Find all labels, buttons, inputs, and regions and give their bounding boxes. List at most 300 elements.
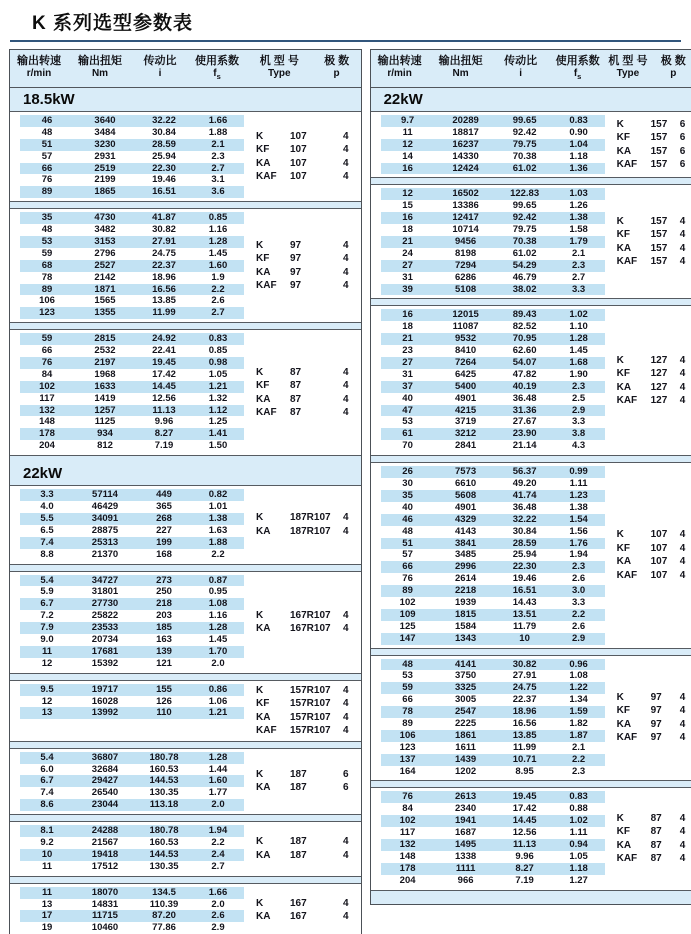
type-poles: 4 xyxy=(679,853,686,865)
cell-speed: 66 xyxy=(402,694,413,706)
cell-ratio: 47.82 xyxy=(512,368,537,380)
table-row xyxy=(381,863,605,875)
cell-ratio: 16.56 xyxy=(152,283,176,295)
cell-ratio: 12.56 xyxy=(152,392,176,404)
cell-speed: 12 xyxy=(41,695,53,707)
cell-service-factor: 1.34 xyxy=(569,694,588,706)
type-prefix: KAF xyxy=(616,569,638,581)
type-poles: 4 xyxy=(343,725,349,737)
cell-speed: 17 xyxy=(41,910,53,922)
cell-service-factor: 1.87 xyxy=(569,729,588,741)
table-row xyxy=(381,248,605,260)
type-poles: 4 xyxy=(679,256,686,268)
table-row xyxy=(20,910,244,922)
type-prefix: KA xyxy=(616,381,632,393)
type-prefix: KF xyxy=(616,132,630,144)
cell-service-factor: 1.21 xyxy=(208,380,228,392)
cell-torque: 25822 xyxy=(91,610,119,622)
cell-service-factor: 2.2 xyxy=(211,283,225,295)
block-rows xyxy=(10,575,244,670)
cell-service-factor: 1.38 xyxy=(569,212,588,224)
cell-torque: 2996 xyxy=(455,561,477,573)
cell-speed: 51 xyxy=(41,138,53,150)
cell-torque: 13386 xyxy=(452,200,479,212)
cell-torque: 31801 xyxy=(91,586,119,598)
type-row xyxy=(617,255,686,269)
cell-torque: 21567 xyxy=(91,836,119,848)
type-row xyxy=(617,158,686,172)
header-col-4 xyxy=(246,55,313,83)
cell-speed: 12 xyxy=(402,138,413,150)
table-row xyxy=(20,586,244,598)
cell-torque: 4215 xyxy=(455,404,477,416)
cell-service-factor: 1.60 xyxy=(208,775,228,787)
type-poles: 6 xyxy=(343,782,349,794)
type-prefix: KF xyxy=(256,253,270,265)
table-row xyxy=(381,803,605,815)
cell-service-factor: 2.6 xyxy=(571,573,586,585)
cell-torque: 21370 xyxy=(91,548,119,560)
cell-torque: 24288 xyxy=(91,825,119,837)
cell-torque: 5608 xyxy=(455,489,477,501)
cell-speed: 57 xyxy=(402,549,413,561)
type-row xyxy=(617,569,686,583)
table-row xyxy=(381,284,605,296)
type-row xyxy=(256,897,349,911)
cell-ratio: 14.43 xyxy=(512,596,537,608)
cell-ratio: 110.39 xyxy=(149,898,179,910)
type-row xyxy=(617,131,686,145)
cell-ratio: 7.19 xyxy=(154,440,174,452)
data-block xyxy=(371,305,691,456)
type-prefix: K xyxy=(256,512,264,524)
type-list xyxy=(244,489,361,560)
table-row xyxy=(381,827,605,839)
table-row xyxy=(381,236,605,248)
cell-service-factor: 1.25 xyxy=(208,416,228,428)
cell-ratio: 10 xyxy=(519,632,530,644)
cell-service-factor: 1.08 xyxy=(569,670,588,682)
type-poles: 4 xyxy=(679,705,686,717)
cell-service-factor: 1.66 xyxy=(208,886,228,898)
table-row xyxy=(20,236,244,248)
cell-speed: 59 xyxy=(402,682,413,694)
type-poles: 4 xyxy=(343,623,349,635)
type-prefix: KAF xyxy=(616,853,638,865)
type-poles: 4 xyxy=(343,836,349,848)
cell-ratio: 11.99 xyxy=(512,741,537,753)
type-list xyxy=(605,466,691,644)
cell-torque: 16237 xyxy=(452,138,479,150)
cell-service-factor: 0.85 xyxy=(208,212,228,224)
cell-speed: 84 xyxy=(402,803,413,815)
cell-service-factor: 1.03 xyxy=(569,188,588,200)
cell-torque: 3484 xyxy=(94,126,116,138)
header-label-zh: 输出转速 xyxy=(17,55,61,67)
type-poles: 6 xyxy=(679,159,686,171)
type-poles: 4 xyxy=(679,569,686,581)
cell-speed: 6.7 xyxy=(40,598,54,610)
type-row xyxy=(256,525,349,539)
cell-service-factor: 1.11 xyxy=(569,478,588,490)
cell-speed: 148 xyxy=(399,850,416,862)
type-row xyxy=(256,239,349,253)
type-prefix: K xyxy=(616,215,624,227)
type-poles: 6 xyxy=(343,768,349,780)
type-row xyxy=(617,215,686,229)
type-row xyxy=(256,724,349,738)
type-model: 87 xyxy=(290,380,302,392)
table-row xyxy=(381,393,605,405)
type-prefix: KA xyxy=(256,393,271,405)
table-row xyxy=(381,839,605,851)
table-row xyxy=(381,440,605,452)
table-row xyxy=(381,490,605,502)
table-row xyxy=(381,730,605,742)
table-row xyxy=(381,345,605,357)
table-row xyxy=(20,186,244,198)
cell-speed: 40 xyxy=(402,392,413,404)
cell-speed: 8.8 xyxy=(40,548,54,560)
type-prefix: KF xyxy=(256,698,270,710)
cell-torque: 15392 xyxy=(91,657,119,669)
cell-torque: 7573 xyxy=(455,466,477,478)
cell-speed: 6.0 xyxy=(40,763,54,775)
table-row xyxy=(20,115,244,127)
header-label-en: p xyxy=(670,68,677,79)
type-poles: 4 xyxy=(343,280,349,292)
cell-speed: 102 xyxy=(399,596,416,608)
type-model: 157 xyxy=(650,229,668,241)
header-label-zh: 输出扭矩 xyxy=(78,55,122,67)
cell-torque: 2613 xyxy=(455,791,477,803)
cell-service-factor: 0.94 xyxy=(569,838,588,850)
table-row xyxy=(20,622,244,634)
cell-service-factor: 2.9 xyxy=(571,632,586,644)
table-row xyxy=(381,791,605,803)
cell-torque: 1125 xyxy=(94,416,116,428)
table-row xyxy=(20,284,244,296)
type-list xyxy=(605,791,691,886)
table-row xyxy=(381,875,605,887)
table-row xyxy=(20,598,244,610)
cell-service-factor: 1.28 xyxy=(208,622,228,634)
type-list xyxy=(605,115,691,174)
type-poles: 4 xyxy=(679,691,686,703)
data-block xyxy=(10,821,361,877)
cell-speed: 76 xyxy=(402,791,413,803)
cell-service-factor: 2.3 xyxy=(571,561,586,573)
type-model: 127 xyxy=(650,381,668,393)
cell-torque: 23044 xyxy=(91,799,119,811)
data-block xyxy=(371,111,691,178)
block-rows xyxy=(10,333,244,452)
type-model: 97 xyxy=(650,718,662,730)
cell-service-factor: 1.60 xyxy=(208,259,228,271)
cell-torque: 3153 xyxy=(94,236,116,248)
cell-speed: 48 xyxy=(402,658,413,670)
cell-service-factor: 1.45 xyxy=(569,345,588,357)
type-model: 97 xyxy=(650,691,662,703)
cell-service-factor: 1.22 xyxy=(569,682,588,694)
type-poles: 4 xyxy=(343,266,349,278)
table-row xyxy=(20,272,244,284)
cell-ratio: 199 xyxy=(156,536,172,548)
cell-service-factor: 1.45 xyxy=(208,633,228,645)
table-row xyxy=(20,489,244,501)
table-row xyxy=(381,561,605,573)
cell-speed: 5.4 xyxy=(40,751,54,763)
cell-ratio: 92.42 xyxy=(512,126,537,138)
type-poles: 4 xyxy=(679,732,686,744)
type-prefix: KA xyxy=(616,839,632,851)
cell-ratio: 218 xyxy=(156,598,172,610)
cell-ratio: 180.78 xyxy=(149,751,179,763)
type-row xyxy=(256,711,349,725)
cell-ratio: 79.75 xyxy=(512,224,537,236)
header-label-en: $f_s$ xyxy=(213,68,221,81)
type-prefix: K xyxy=(616,812,624,824)
table-row xyxy=(381,188,605,200)
cell-torque: 1565 xyxy=(94,295,116,307)
cell-service-factor: 1.77 xyxy=(208,787,228,799)
cell-service-factor: 0.82 xyxy=(208,489,228,501)
type-prefix: KAF xyxy=(256,407,277,419)
type-poles: 4 xyxy=(343,698,349,710)
cell-torque: 1419 xyxy=(94,392,116,404)
cell-torque: 1343 xyxy=(455,632,477,644)
type-prefix: K xyxy=(256,130,264,142)
cell-torque: 25313 xyxy=(91,536,119,548)
cell-speed: 16 xyxy=(402,212,413,224)
cell-torque: 16502 xyxy=(452,188,479,200)
type-list xyxy=(244,333,361,452)
cell-service-factor: 0.83 xyxy=(569,791,588,803)
cell-service-factor: 1.82 xyxy=(569,717,588,729)
cell-speed: 31 xyxy=(402,368,413,380)
table-row xyxy=(20,139,244,151)
cell-ratio: 14.45 xyxy=(152,380,176,392)
table-row xyxy=(20,707,244,719)
cell-service-factor: 2.7 xyxy=(211,860,225,872)
block-rows xyxy=(10,887,244,934)
type-row xyxy=(617,691,686,705)
cell-torque: 5108 xyxy=(455,283,477,295)
type-model: 107 xyxy=(290,130,307,142)
header-label-zh: 传动比 xyxy=(143,55,177,67)
table-row xyxy=(20,393,244,405)
cell-ratio: 99.65 xyxy=(512,115,537,126)
cell-ratio: 130.35 xyxy=(149,787,179,799)
table-row xyxy=(20,212,244,224)
cell-service-factor: 1.41 xyxy=(208,428,228,440)
type-list xyxy=(244,575,361,670)
cell-ratio: 227 xyxy=(156,524,172,536)
cell-torque: 4730 xyxy=(94,212,116,224)
table-row xyxy=(381,416,605,428)
cell-ratio: 46.79 xyxy=(512,271,537,283)
type-list xyxy=(244,887,361,934)
type-list xyxy=(605,188,691,295)
cell-speed: 27 xyxy=(402,357,413,369)
cell-torque: 12417 xyxy=(452,212,479,224)
cell-speed: 102 xyxy=(399,815,416,827)
type-poles: 4 xyxy=(679,839,686,851)
cell-service-factor: 1.94 xyxy=(569,549,588,561)
section-power-label: 22kW xyxy=(383,91,423,108)
type-model: 167R107 xyxy=(290,623,331,635)
cell-speed: 66 xyxy=(41,162,53,174)
table-row xyxy=(20,357,244,369)
cell-torque: 2218 xyxy=(455,585,477,597)
block-rows xyxy=(371,466,605,644)
table-row xyxy=(381,526,605,538)
cell-torque: 28875 xyxy=(91,524,119,536)
cell-speed: 78 xyxy=(41,271,53,283)
type-model: 187R107 xyxy=(290,512,331,524)
type-row xyxy=(256,366,349,380)
type-prefix: KF xyxy=(616,368,630,380)
block-rows xyxy=(371,188,605,295)
header-label-zh: 机 型 号 xyxy=(259,55,299,67)
type-row xyxy=(256,279,349,293)
header-col-4 xyxy=(607,55,650,83)
cell-service-factor: 2.7 xyxy=(211,162,225,174)
cell-speed: 89 xyxy=(402,717,413,729)
type-row xyxy=(617,528,686,542)
cell-service-factor: 1.79 xyxy=(569,236,588,248)
table-columns xyxy=(9,49,686,934)
type-model: 127 xyxy=(650,395,668,407)
header-col-2 xyxy=(132,55,188,83)
table-row xyxy=(381,163,605,175)
table-row xyxy=(381,321,605,333)
cell-ratio: 10.71 xyxy=(512,753,537,765)
cell-ratio: 79.75 xyxy=(512,138,537,150)
type-prefix: KF xyxy=(616,229,630,241)
cell-service-factor: 2.4 xyxy=(211,848,225,860)
type-model: 97 xyxy=(650,705,662,717)
header-label-zh: 输出转速 xyxy=(377,55,422,67)
cell-service-factor: 0.99 xyxy=(569,466,588,478)
cell-ratio: 19.46 xyxy=(512,573,537,585)
type-poles: 4 xyxy=(679,381,686,393)
cell-torque: 19418 xyxy=(91,848,119,860)
cell-torque: 2815 xyxy=(94,333,116,345)
type-prefix: KA xyxy=(256,711,271,723)
cell-speed: 59 xyxy=(41,247,53,259)
type-model: 187R107 xyxy=(290,525,331,537)
table-row xyxy=(381,609,605,621)
cell-ratio: 11.79 xyxy=(512,620,537,632)
cell-ratio: 54.07 xyxy=(512,357,537,369)
header-label-sub: s xyxy=(577,72,582,81)
table-row xyxy=(381,115,605,127)
cell-service-factor: 2.5 xyxy=(571,392,586,404)
cell-speed: 7.2 xyxy=(40,610,54,622)
cell-speed: 21 xyxy=(402,333,413,345)
cell-service-factor: 1.23 xyxy=(569,489,588,501)
table-row xyxy=(20,333,244,345)
cell-service-factor: 1.16 xyxy=(208,610,228,622)
table-row xyxy=(20,575,244,587)
cell-speed: 89 xyxy=(402,585,413,597)
cell-service-factor: 3.8 xyxy=(571,428,586,440)
table-row xyxy=(381,514,605,526)
cell-torque: 11715 xyxy=(92,910,118,922)
table-row xyxy=(20,899,244,911)
table-row xyxy=(20,549,244,561)
type-model: 187 xyxy=(290,836,307,848)
data-block xyxy=(10,680,361,742)
table-row xyxy=(20,416,244,428)
cell-speed: 11 xyxy=(41,886,53,898)
cell-ratio: 139 xyxy=(156,645,172,657)
cell-speed: 53 xyxy=(402,670,413,682)
type-row xyxy=(617,704,686,718)
table-row xyxy=(381,381,605,393)
cell-speed: 12 xyxy=(41,657,53,669)
cell-ratio: 17.42 xyxy=(512,803,537,815)
type-model: 157 xyxy=(650,242,668,254)
type-poles: 4 xyxy=(343,407,349,419)
cell-service-factor: 1.38 xyxy=(569,501,588,513)
type-row xyxy=(617,542,686,556)
cell-ratio: 22.37 xyxy=(152,259,176,271)
cell-service-factor: 2.2 xyxy=(211,836,225,848)
cell-ratio: 11.99 xyxy=(152,307,176,319)
type-prefix: K xyxy=(256,836,264,848)
type-model: 97 xyxy=(290,266,302,278)
header-label-en: $f_s$ xyxy=(573,68,582,81)
cell-ratio: 82.52 xyxy=(512,321,537,333)
cell-ratio: 27.91 xyxy=(512,670,537,682)
cell-service-factor: 1.18 xyxy=(569,862,588,874)
cell-speed: 106 xyxy=(399,729,416,741)
type-poles: 4 xyxy=(679,395,686,407)
type-model: 87 xyxy=(650,812,662,824)
cell-speed: 53 xyxy=(402,416,413,428)
type-list xyxy=(244,684,361,738)
header-label-en: i xyxy=(519,68,522,79)
cell-speed: 16 xyxy=(402,309,413,321)
cell-speed: 13 xyxy=(41,707,53,719)
cell-service-factor: 3.1 xyxy=(211,174,225,186)
cell-service-factor: 1.70 xyxy=(208,645,228,657)
cell-service-factor: 1.56 xyxy=(569,525,588,537)
cell-speed: 76 xyxy=(402,573,413,585)
cell-ratio: 62.60 xyxy=(512,345,537,357)
cell-torque: 2519 xyxy=(94,162,116,174)
cell-speed: 7.4 xyxy=(40,536,54,548)
cell-service-factor: 2.0 xyxy=(211,657,225,669)
type-poles: 4 xyxy=(343,609,349,621)
cell-ratio: 16.51 xyxy=(512,585,537,597)
cell-service-factor: 1.28 xyxy=(569,333,588,345)
header-label-zh: 使用系数 xyxy=(195,55,239,67)
cell-service-factor: 1.63 xyxy=(208,524,228,536)
table-row xyxy=(20,345,244,357)
cell-service-factor: 1.88 xyxy=(208,126,228,138)
type-model: 107 xyxy=(650,542,668,554)
cell-torque: 3841 xyxy=(455,537,477,549)
cell-torque: 17681 xyxy=(91,645,119,657)
type-poles: 4 xyxy=(343,380,349,392)
cell-ratio: 9.96 xyxy=(154,416,174,428)
table-row xyxy=(20,405,244,417)
table-row xyxy=(381,659,605,671)
cell-ratio: 16.51 xyxy=(152,186,176,198)
